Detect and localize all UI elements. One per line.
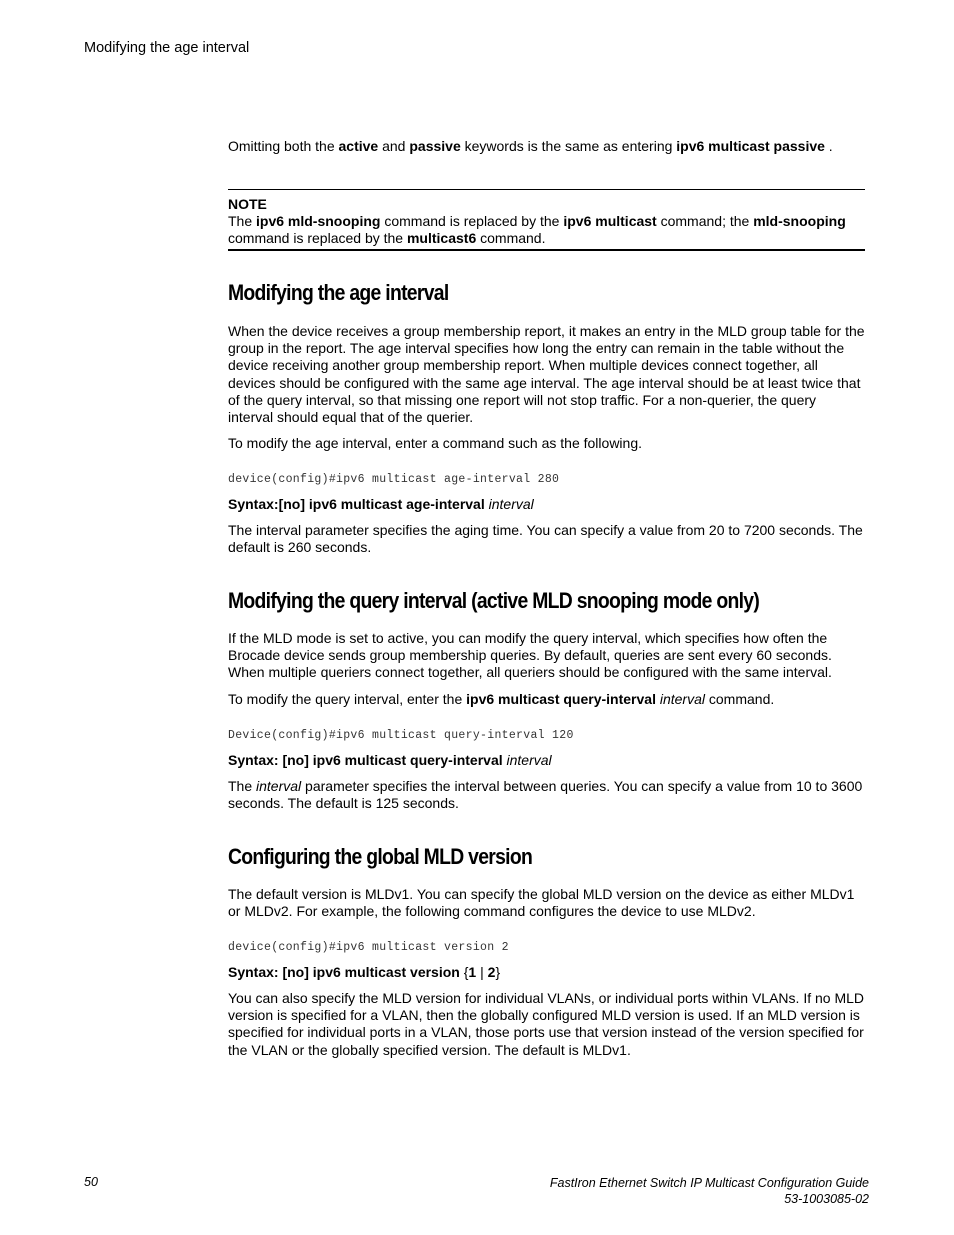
section-heading-query-interval: Modifying the query interval (active MLD snooping mode only) (228, 588, 760, 613)
note-text: The ipv6 mld-snooping command is replaced by the ipv6 multicast command; the mld-snooping command is replaced by the multicast6 command. (228, 213, 846, 247)
footer-guide-info (550, 1175, 869, 1207)
mld-version-code-example: device(config)#ipv6 multicast version 2 (228, 941, 509, 954)
note-heading: NOTE (228, 196, 267, 212)
query-interval-syntax: Syntax: [no] ipv6 multicast query-interval interval (228, 752, 552, 768)
query-interval-code-example: Device(config)#ipv6 multicast query-interval 120 (228, 729, 574, 742)
query-interval-instruction: To modify the query interval, enter the ipv6 multicast query-interval interval command. (228, 691, 775, 707)
age-interval-instruction: To modify the age interval, enter a command such as the following. (228, 435, 642, 451)
page-number: 50 (84, 1175, 98, 1189)
intro-paragraph: Omitting both the active and passive keywords is the same as entering ipv6 multicast passive . (228, 138, 833, 154)
section-heading-mld-version: Configuring the global MLD version (228, 844, 533, 869)
mld-version-description: The default version is MLDv1. You can specify the global MLD version on the device as either MLDv1 or MLDv2. For example, the following command configures the device to use MLDv2. (228, 886, 855, 920)
age-interval-description: When the device receives a group membership report, it makes an entry in the MLD group table for the group in the report. The age interval specifies how long the entry can remain in the table without the device receiving another group membership report. When multiple devices connect together, all devices should be configured with the same age interval. The age interval should be at least twice that of the query interval, so that missing one report will not stop traffic. For a non-querier, the query interval should equal that of the querier. (228, 323, 865, 426)
query-interval-parameter-description: The interval parameter specifies the interval between queries. You can specify a value from 10 to 3600 seconds. The default is 125 seconds. (228, 778, 863, 812)
section-heading-age-interval: Modifying the age interval (228, 280, 449, 305)
footer-doc-number: 53-1003085-02 (784, 1192, 869, 1206)
age-interval-syntax: Syntax:[no] ipv6 multicast age-interval interval (228, 496, 534, 512)
mld-version-vlan-description: You can also specify the MLD version for individual VLANs, or individual ports within VLANs. If no MLD version is specified for a VLAN, then the globally configured MLD version is used. If an MLD version is specified for individual ports in a VLAN, those ports use that version instead of the version specified for the VLAN or the globally specified version. The default is MLDv1. (228, 990, 865, 1058)
note-box (228, 189, 865, 251)
footer-guide-title: FastIron Ethernet Switch IP Multicast Configuration Guide (549, 1176, 869, 1190)
age-interval-parameter-description: The interval parameter specifies the aging time. You can specify a value from 20 to 7200 seconds. The default is 260 seconds. (228, 522, 863, 556)
running-header: Modifying the age interval (84, 40, 250, 56)
mld-version-syntax: Syntax: [no] ipv6 multicast version {1 | 2} (228, 964, 501, 980)
age-interval-code-example: device(config)#ipv6 multicast age-interval 280 (228, 473, 560, 486)
query-interval-description: If the MLD mode is set to active, you can modify the query interval, which specifies how often the Brocade device sends group membership queries. By default, queries are sent every 60 seconds. When multiple queriers connect together, all queriers should be configured with the same interval. (228, 630, 832, 681)
